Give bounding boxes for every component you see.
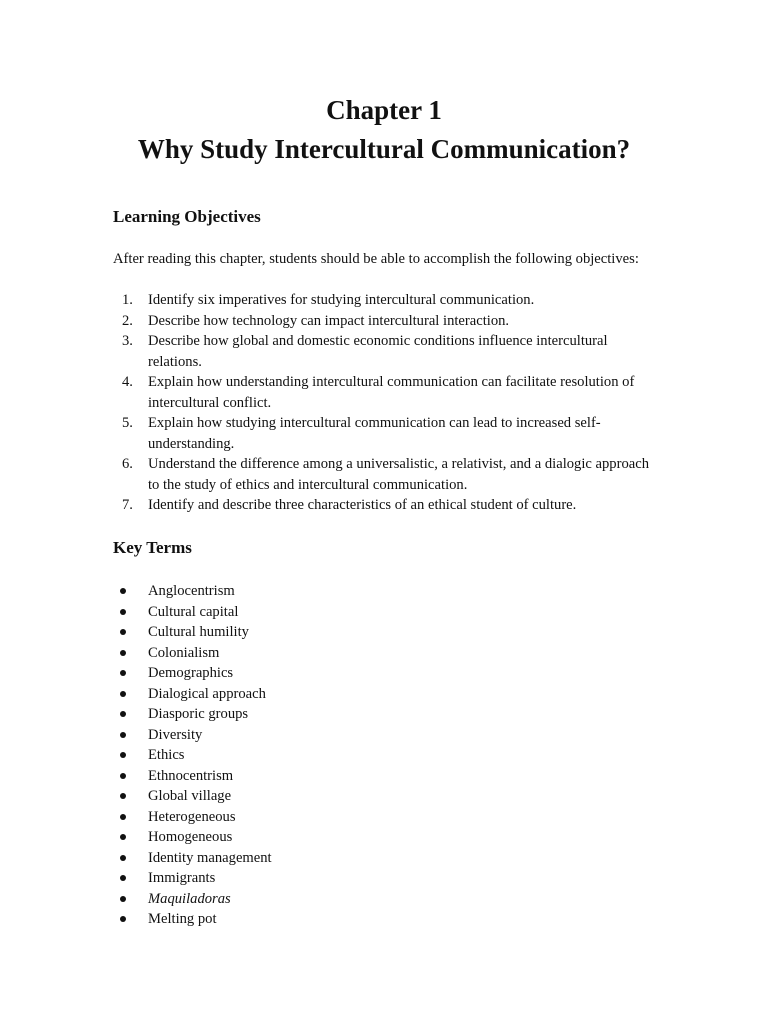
key-term-text: Global village [148,788,232,804]
bullet-icon [120,814,126,820]
key-term-item [113,766,513,787]
key-term-item [113,909,513,930]
objective-text: Describe how global and domestic economic conditions influence intercultural relations. [148,333,608,370]
key-term-item [113,745,513,766]
bullet-icon [120,588,126,594]
objective-number: 5. [122,415,133,431]
key-term-item [113,581,513,602]
bullet-icon [120,752,126,758]
chapter-number: Chapter 1 [326,95,442,125]
bullet-icon [120,793,126,799]
objective-item [113,413,673,454]
key-term-item [113,848,513,869]
key-terms-heading: Key Terms [113,538,192,557]
key-term-text: Ethics [148,747,185,763]
objective-number: 2. [122,312,133,329]
key-term-text: Homogeneous [148,829,233,845]
objective-item [113,290,673,311]
bullet-icon [120,732,126,738]
key-term-text: Demographics [148,665,234,681]
objective-item [113,331,673,372]
key-term-item [113,602,513,623]
learning-objectives-intro: After reading this chapter, students should be able to accomplish the following objectives: [113,251,639,267]
key-term-text: Melting pot [148,911,217,927]
objective-text: Explain how understanding intercultural communication can facilitate resolution of intercultural conflict. [148,374,635,411]
objective-number: 3. [122,333,133,349]
objective-number: 1. [122,292,133,308]
objective-number: 6. [122,456,133,472]
key-term-item [113,622,513,643]
key-term-text: Cultural humility [148,624,249,640]
key-term-text: Heterogeneous [148,808,236,825]
bullet-icon [120,691,126,697]
bullet-icon [120,855,126,861]
objective-text: Explain how studying intercultural communication can lead to increased self-understanding. [148,415,601,452]
learning-objectives-heading: Learning Objectives [113,207,261,226]
bullet-icon [120,773,126,779]
objectives-list [113,290,673,516]
bullet-icon [120,670,126,676]
key-term-item [113,786,513,807]
key-term-text: Immigrants [148,870,216,886]
key-term-text: Cultural capital [148,603,239,620]
objective-text: Identify six imperatives for studying intercultural communication. [148,292,535,308]
key-term-item [113,684,513,705]
key-term-item [113,643,513,664]
key-term-text: Colonialism [148,644,220,661]
objective-text: Describe how technology can impact intercultural interaction. [148,312,510,329]
key-term-text: Dialogical approach [148,685,266,702]
key-terms-list [113,581,513,930]
objective-number: 7. [122,497,133,513]
objective-text: Identify and describe three characteristics of an ethical student of culture. [148,497,577,513]
key-term-text: Diasporic groups [148,706,249,722]
objective-item [113,495,673,516]
chapter-title: Why Study Intercultural Communication? [137,134,631,164]
key-term-item [113,868,513,889]
key-term-text: Ethnocentrism [148,767,234,784]
key-term-text: Identity management [148,849,272,866]
key-term-item [113,827,513,848]
bullet-icon [120,834,126,840]
key-term-item [113,663,513,684]
bullet-icon [120,629,126,635]
key-term-text: Anglocentrism [148,583,235,599]
objective-number: 4. [122,374,133,390]
bullet-icon [120,650,126,656]
objective-item [113,311,673,332]
key-term-item [113,704,513,725]
key-term-item [113,889,513,910]
bullet-icon [120,875,126,881]
bullet-icon [120,609,126,615]
key-term-text: Diversity [148,726,203,743]
bullet-icon [120,711,126,717]
objective-item [113,372,673,413]
bullet-icon [120,916,126,922]
key-term-text: Maquiladoras [148,890,231,907]
objective-text: Understand the difference among a universalistic, a relativist, and a dialogic approach to the study of ethics and intercultural communication. [148,456,649,493]
bullet-icon [120,896,126,902]
objective-item [113,454,673,495]
key-term-item [113,807,513,828]
key-term-item [113,725,513,746]
